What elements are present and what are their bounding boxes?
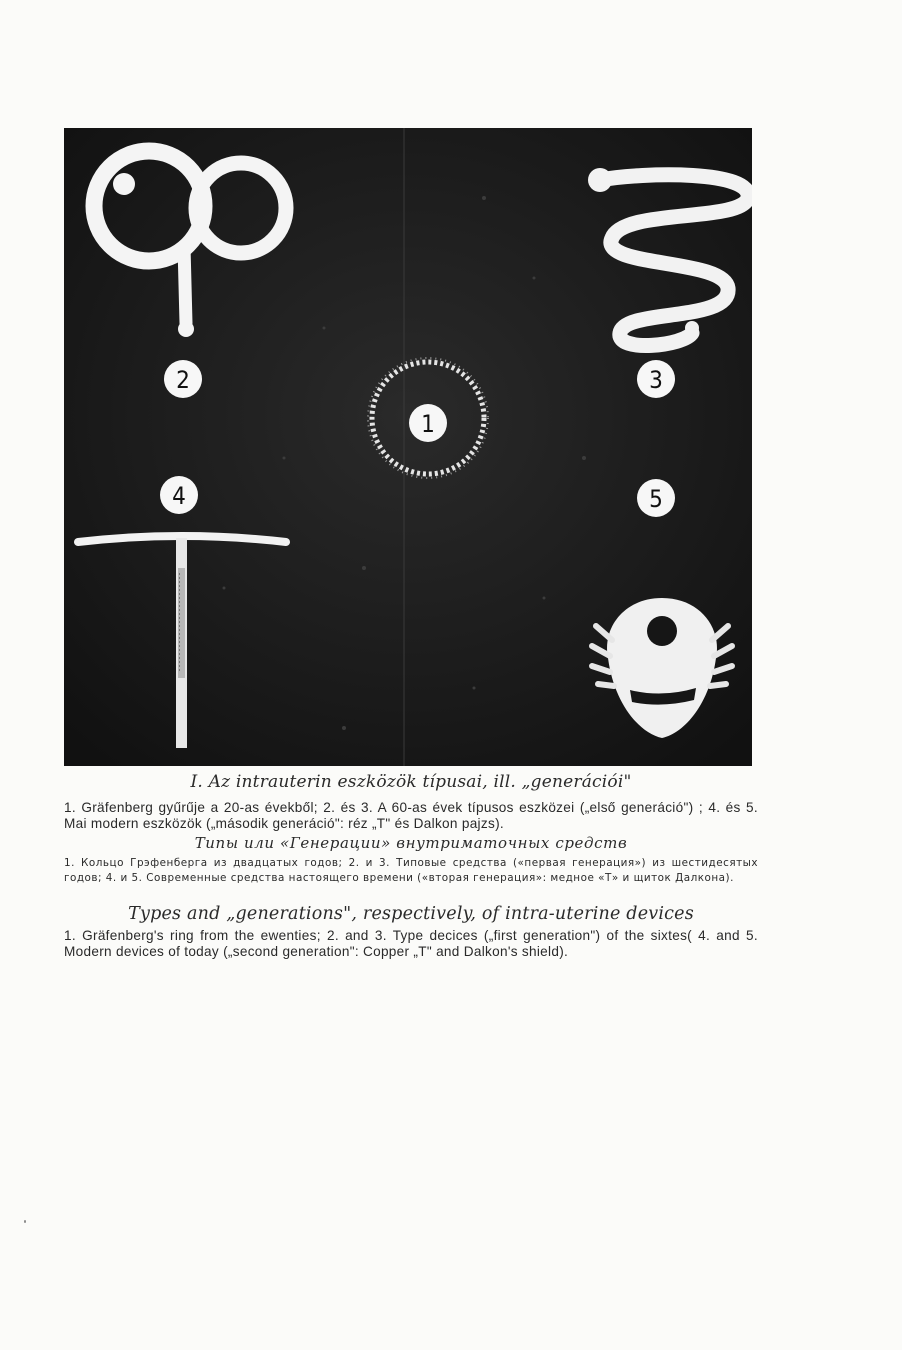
svg-text:3: 3 [649, 366, 663, 394]
label-badge-5 [637, 479, 675, 517]
iud-photo-illustration [64, 128, 752, 766]
caption-text-english: 1. Gräfenberg's ring from the ewenties; 2. and 3. Type decices („first generation") of the sixtes( 4. and 5. Modern devices of today („second generation": Copper „T" and Dalkon's shield). [64, 928, 758, 959]
page-speck [24, 1220, 26, 1223]
svg-text:1: 1 [421, 410, 435, 438]
label-badge-2 [164, 360, 202, 398]
label-badge-1 [409, 404, 447, 442]
label-badge-4 [160, 476, 198, 514]
svg-text:4: 4 [172, 482, 186, 510]
iud-photograph [64, 128, 752, 766]
caption-title-english: Types and „generations", respectively, of intra-uterine devices [128, 904, 694, 924]
caption-title-hungarian: I. Az intrauterin eszközök típusai, ill. „generációi" [190, 772, 632, 792]
svg-text:5: 5 [649, 485, 663, 513]
caption-text-russian: 1. Кольцо Грэфенберга из двадцатых годов; 2. и 3. Типовые средства («первая генерация») из шестидесятых годов; 4. и 5. Современные средства настоящего времени («вторая генерация»: медное «Т» и щиток Далкона). [64, 857, 758, 884]
svg-text:2: 2 [176, 366, 190, 394]
label-badge-3 [637, 360, 675, 398]
caption-title-russian: Типы или «Генерации» внутриматочных средств [194, 834, 628, 852]
caption-text-hungarian: 1. Gräfenberg gyűrűje a 20-as évekből; 2. és 3. A 60-as évek típusos eszközei („első generáció") ; 4. és 5. Mai modern eszközök („második generáció": réz „T" és Dalkon pajzs). [64, 800, 758, 831]
